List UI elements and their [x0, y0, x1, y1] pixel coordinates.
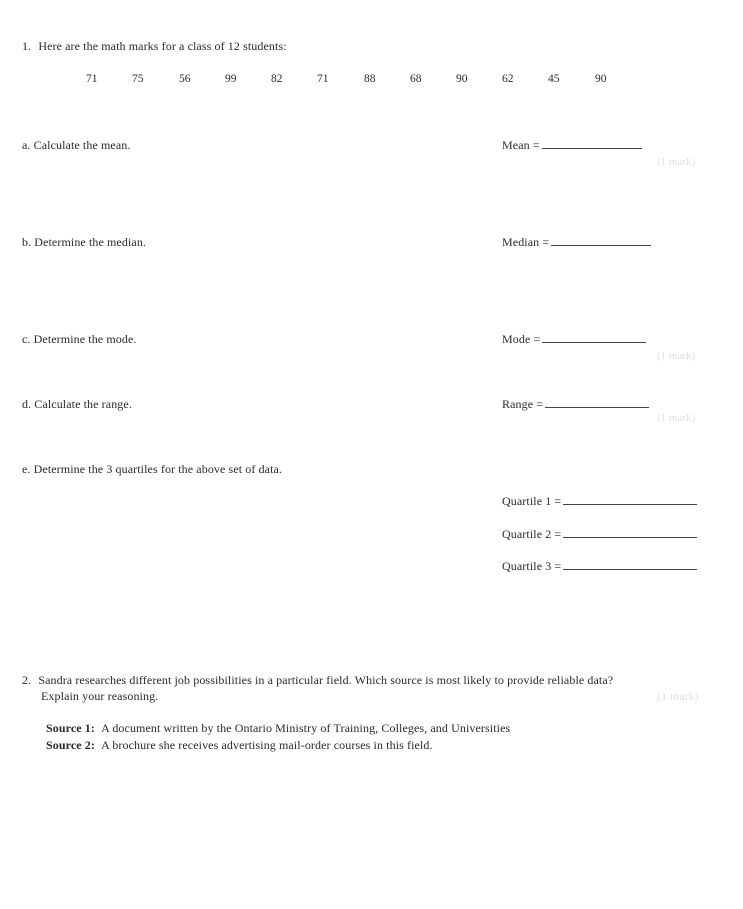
q2-prompt-line2: Explain your reasoning. [41, 689, 159, 703]
q1-header [22, 39, 287, 54]
mean-label: Mean = [502, 138, 540, 152]
source-1-label: Source 1: [46, 721, 96, 735]
q2-prompt-line1: Sandra researches different job possibilities in a particular field. Which source is most likely to provide reliable data? [38, 673, 614, 687]
mark-value: 71 [86, 73, 98, 85]
mark-note-d: (1 mark) [657, 412, 696, 424]
source-2-label: Source 2: [46, 738, 96, 752]
mark-value: 68 [410, 73, 422, 85]
quartile-3-blank[interactable] [563, 559, 697, 570]
part-a-label: a. Calculate the mean. [22, 138, 131, 152]
mark-value: 62 [502, 73, 514, 85]
quartile-1-label: Quartile 1 = [502, 494, 562, 508]
source-1 [46, 721, 510, 736]
mark-note-q2: (1 mark) [657, 689, 699, 703]
quartile-3-answer [502, 559, 697, 574]
quartile-2-blank[interactable] [563, 527, 697, 538]
mode-answer-blank[interactable] [542, 332, 646, 343]
median-answer-blank[interactable] [551, 235, 651, 246]
quartile-3-label: Quartile 3 = [502, 559, 562, 573]
part-d-label: d. Calculate the range. [22, 397, 132, 411]
mark-value: 82 [271, 73, 283, 85]
part-e-label: e. Determine the 3 quartiles for the above set of data. [22, 462, 283, 476]
mark-value: 75 [132, 73, 144, 85]
q1-prompt: Here are the math marks for a class of 12 students: [38, 39, 287, 53]
mark-value: 90 [595, 73, 607, 85]
mark-value: 99 [225, 73, 237, 85]
mark-value: 45 [548, 73, 560, 85]
source-1-text: A document written by the Ontario Ministry of Training, Colleges, and Universities [101, 721, 511, 735]
mark-note-a: (1 mark) [657, 156, 696, 168]
mark-value: 56 [179, 73, 191, 85]
quartile-2-answer [502, 527, 697, 542]
quartile-1-blank[interactable] [563, 494, 697, 505]
part-b-label: b. Determine the median. [22, 235, 147, 249]
quartile-2-label: Quartile 2 = [502, 527, 562, 541]
mark-note-c: (1 mark) [657, 350, 696, 362]
source-2 [46, 738, 433, 753]
range-label: Range = [502, 397, 544, 411]
mark-value: 71 [317, 73, 329, 85]
q2-number: 2. [22, 673, 32, 687]
median-answer [502, 235, 651, 250]
mean-answer [502, 138, 642, 153]
mode-label: Mode = [502, 332, 541, 346]
q2-header [22, 673, 613, 688]
q1-number: 1. [22, 39, 32, 53]
mean-answer-blank[interactable] [542, 138, 642, 149]
range-answer-blank[interactable] [545, 397, 649, 408]
mark-value: 88 [364, 73, 376, 85]
range-answer [502, 397, 649, 412]
mode-answer [502, 332, 646, 347]
quartile-1-answer [502, 494, 697, 509]
mark-value: 90 [456, 73, 468, 85]
median-label: Median = [502, 235, 550, 249]
part-c-label: c. Determine the mode. [22, 332, 137, 346]
source-2-text: A brochure she receives advertising mail-order courses in this field. [101, 738, 433, 752]
